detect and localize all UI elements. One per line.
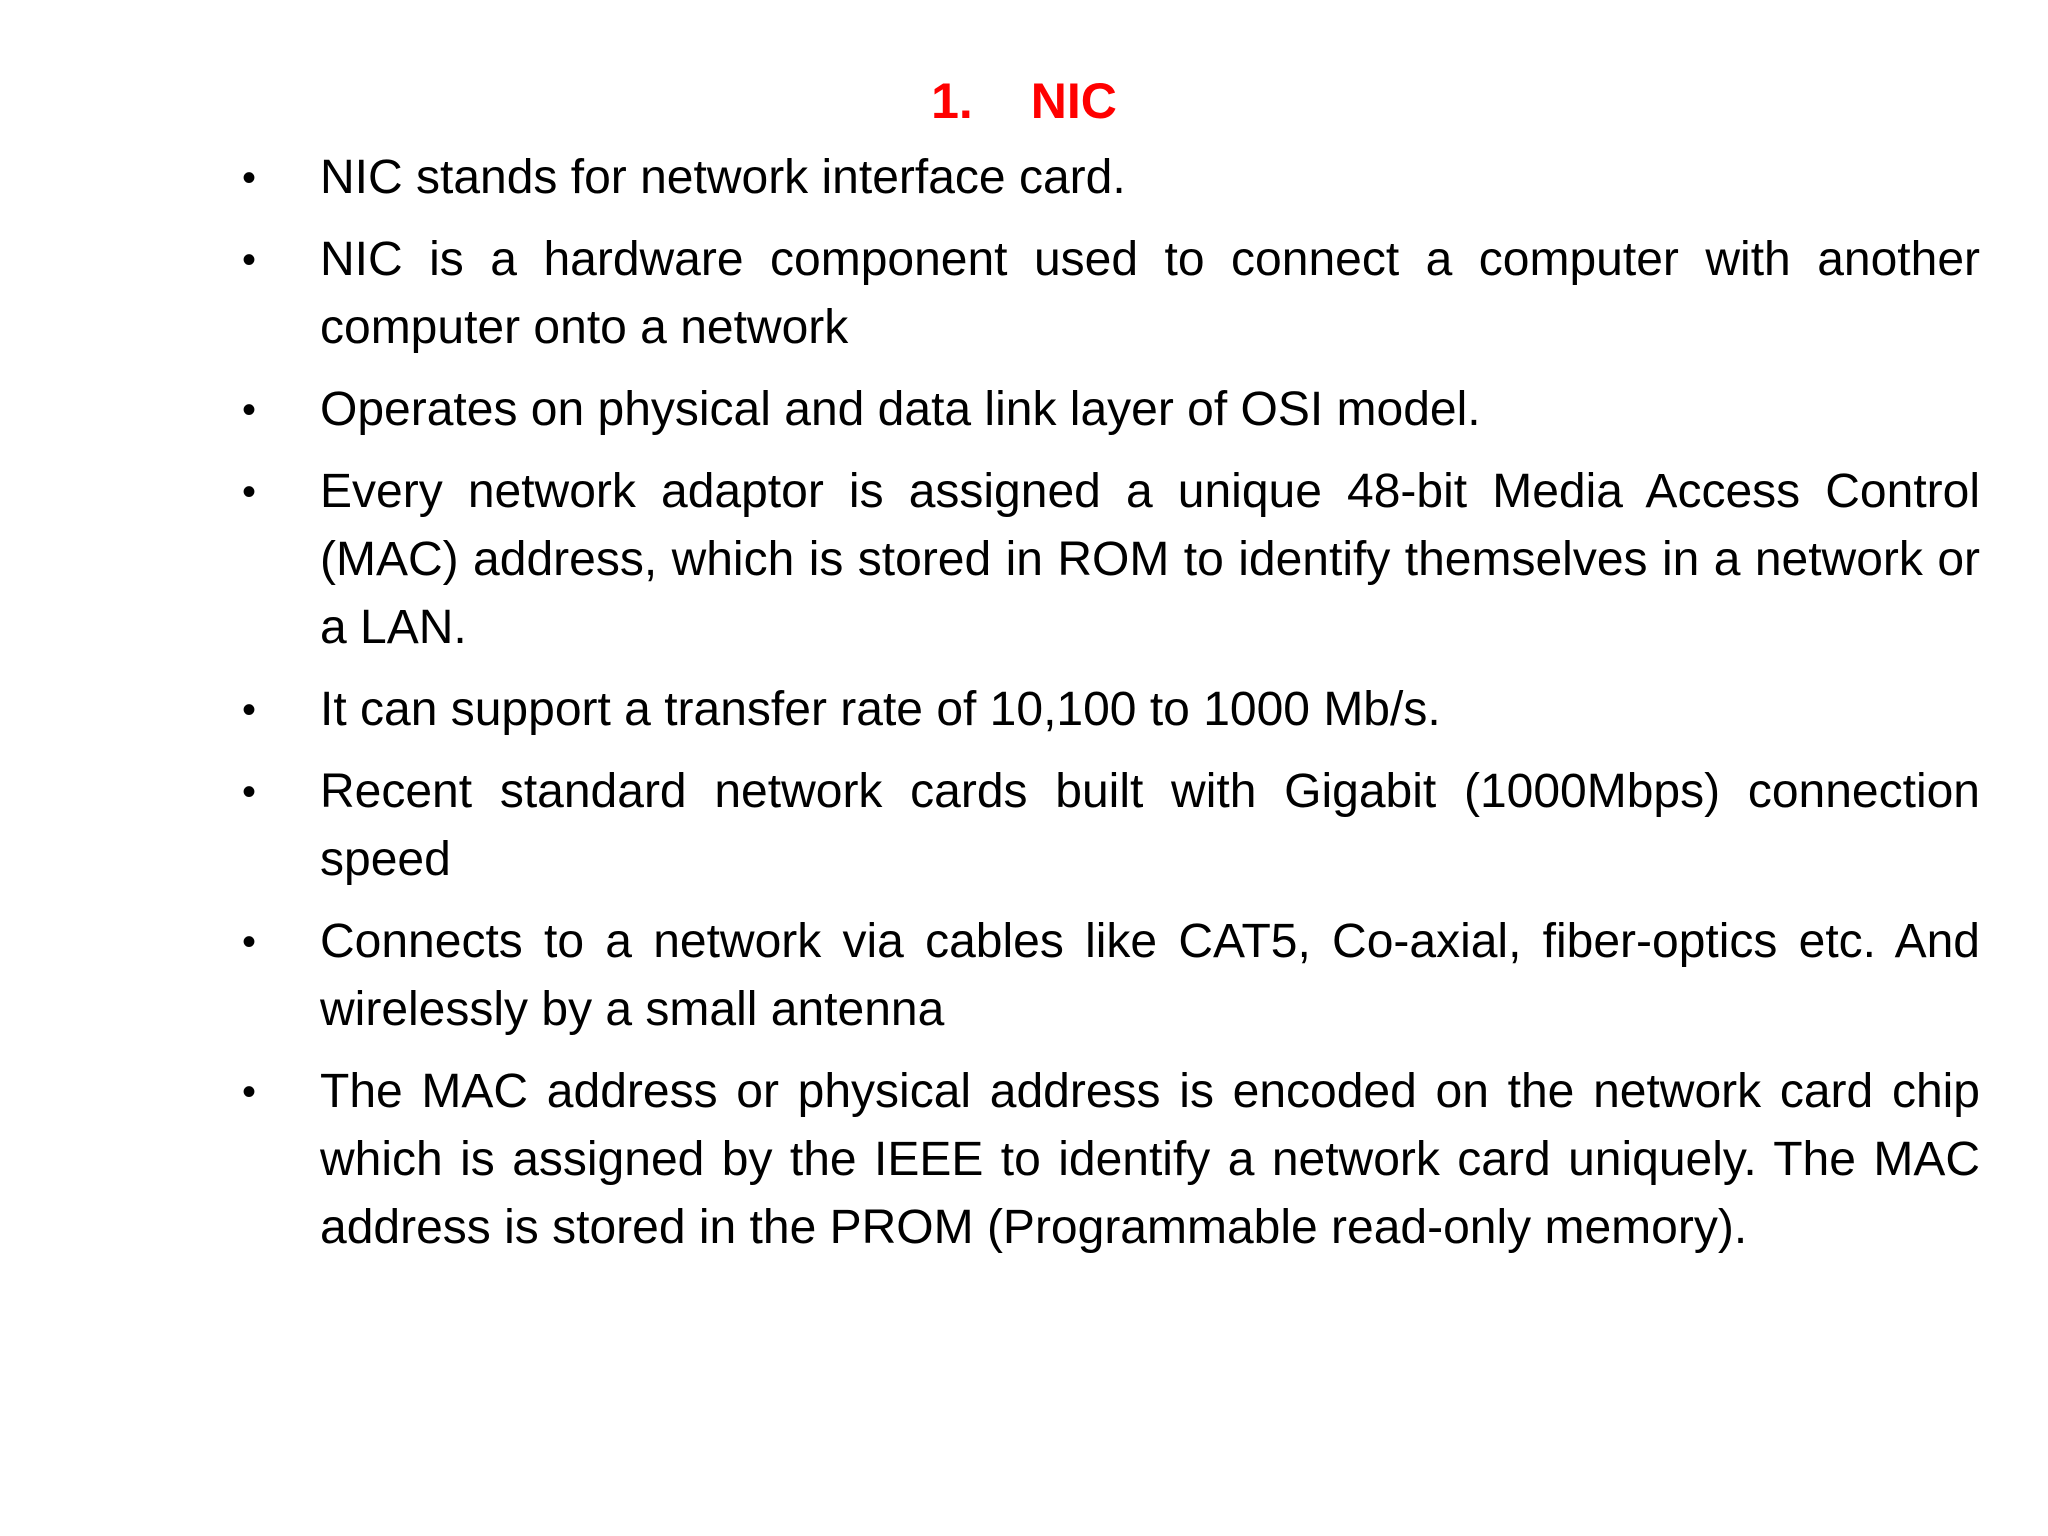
bullet-text: NIC stands for network interface card. [320,151,1126,204]
bullet-marker: • [242,688,257,732]
bullet-text: It can support a transfer rate of 10,100 to 1000 Mb/s. [320,683,1441,736]
bullet-marker: • [242,470,257,514]
title-text: NIC [1030,73,1117,129]
bullet-text: Operates on physical and data link layer of OSI model. [320,383,1481,436]
bullet-text: NIC is a hardware component used to connect a computer with another computer onto a network [320,233,1980,354]
bullet-text: Recent standard network cards built with Gigabit (1000Mbps) connection speed [320,765,1980,886]
bullet-marker: • [242,388,257,432]
bullet-marker: • [242,238,257,282]
bullet-item [242,226,1980,362]
bullet-item [242,144,1980,212]
bullet-marker: • [242,1070,257,1114]
bullet-item [242,758,1980,894]
bullet-item [242,1058,1980,1262]
bullet-text: Every network adaptor is assigned a unique 48-bit Media Access Control (MAC) address, which is stored in ROM to identify themselves in a network or a LAN. [320,465,1980,654]
bullet-text: The MAC address or physical address is encoded on the network card chip which is assigned by the IEEE to identify a network card uniquely. The MAC address is stored in the PROM (Programmable read-only memory). [320,1065,1980,1254]
bullet-item [242,676,1980,744]
bullet-item [242,458,1980,662]
slide-title [931,66,1117,136]
title-number: 1. [931,73,973,129]
bullet-item [242,908,1980,1044]
bullet-marker: • [242,770,257,814]
bullet-text: Connects to a network via cables like CAT5, Co-axial, fiber-optics etc. And wirelessly by a small antenna [320,915,1980,1036]
bullet-item [242,376,1980,444]
bullet-marker: • [242,156,257,200]
bullet-list [242,144,1980,1276]
bullet-marker: • [242,920,257,964]
